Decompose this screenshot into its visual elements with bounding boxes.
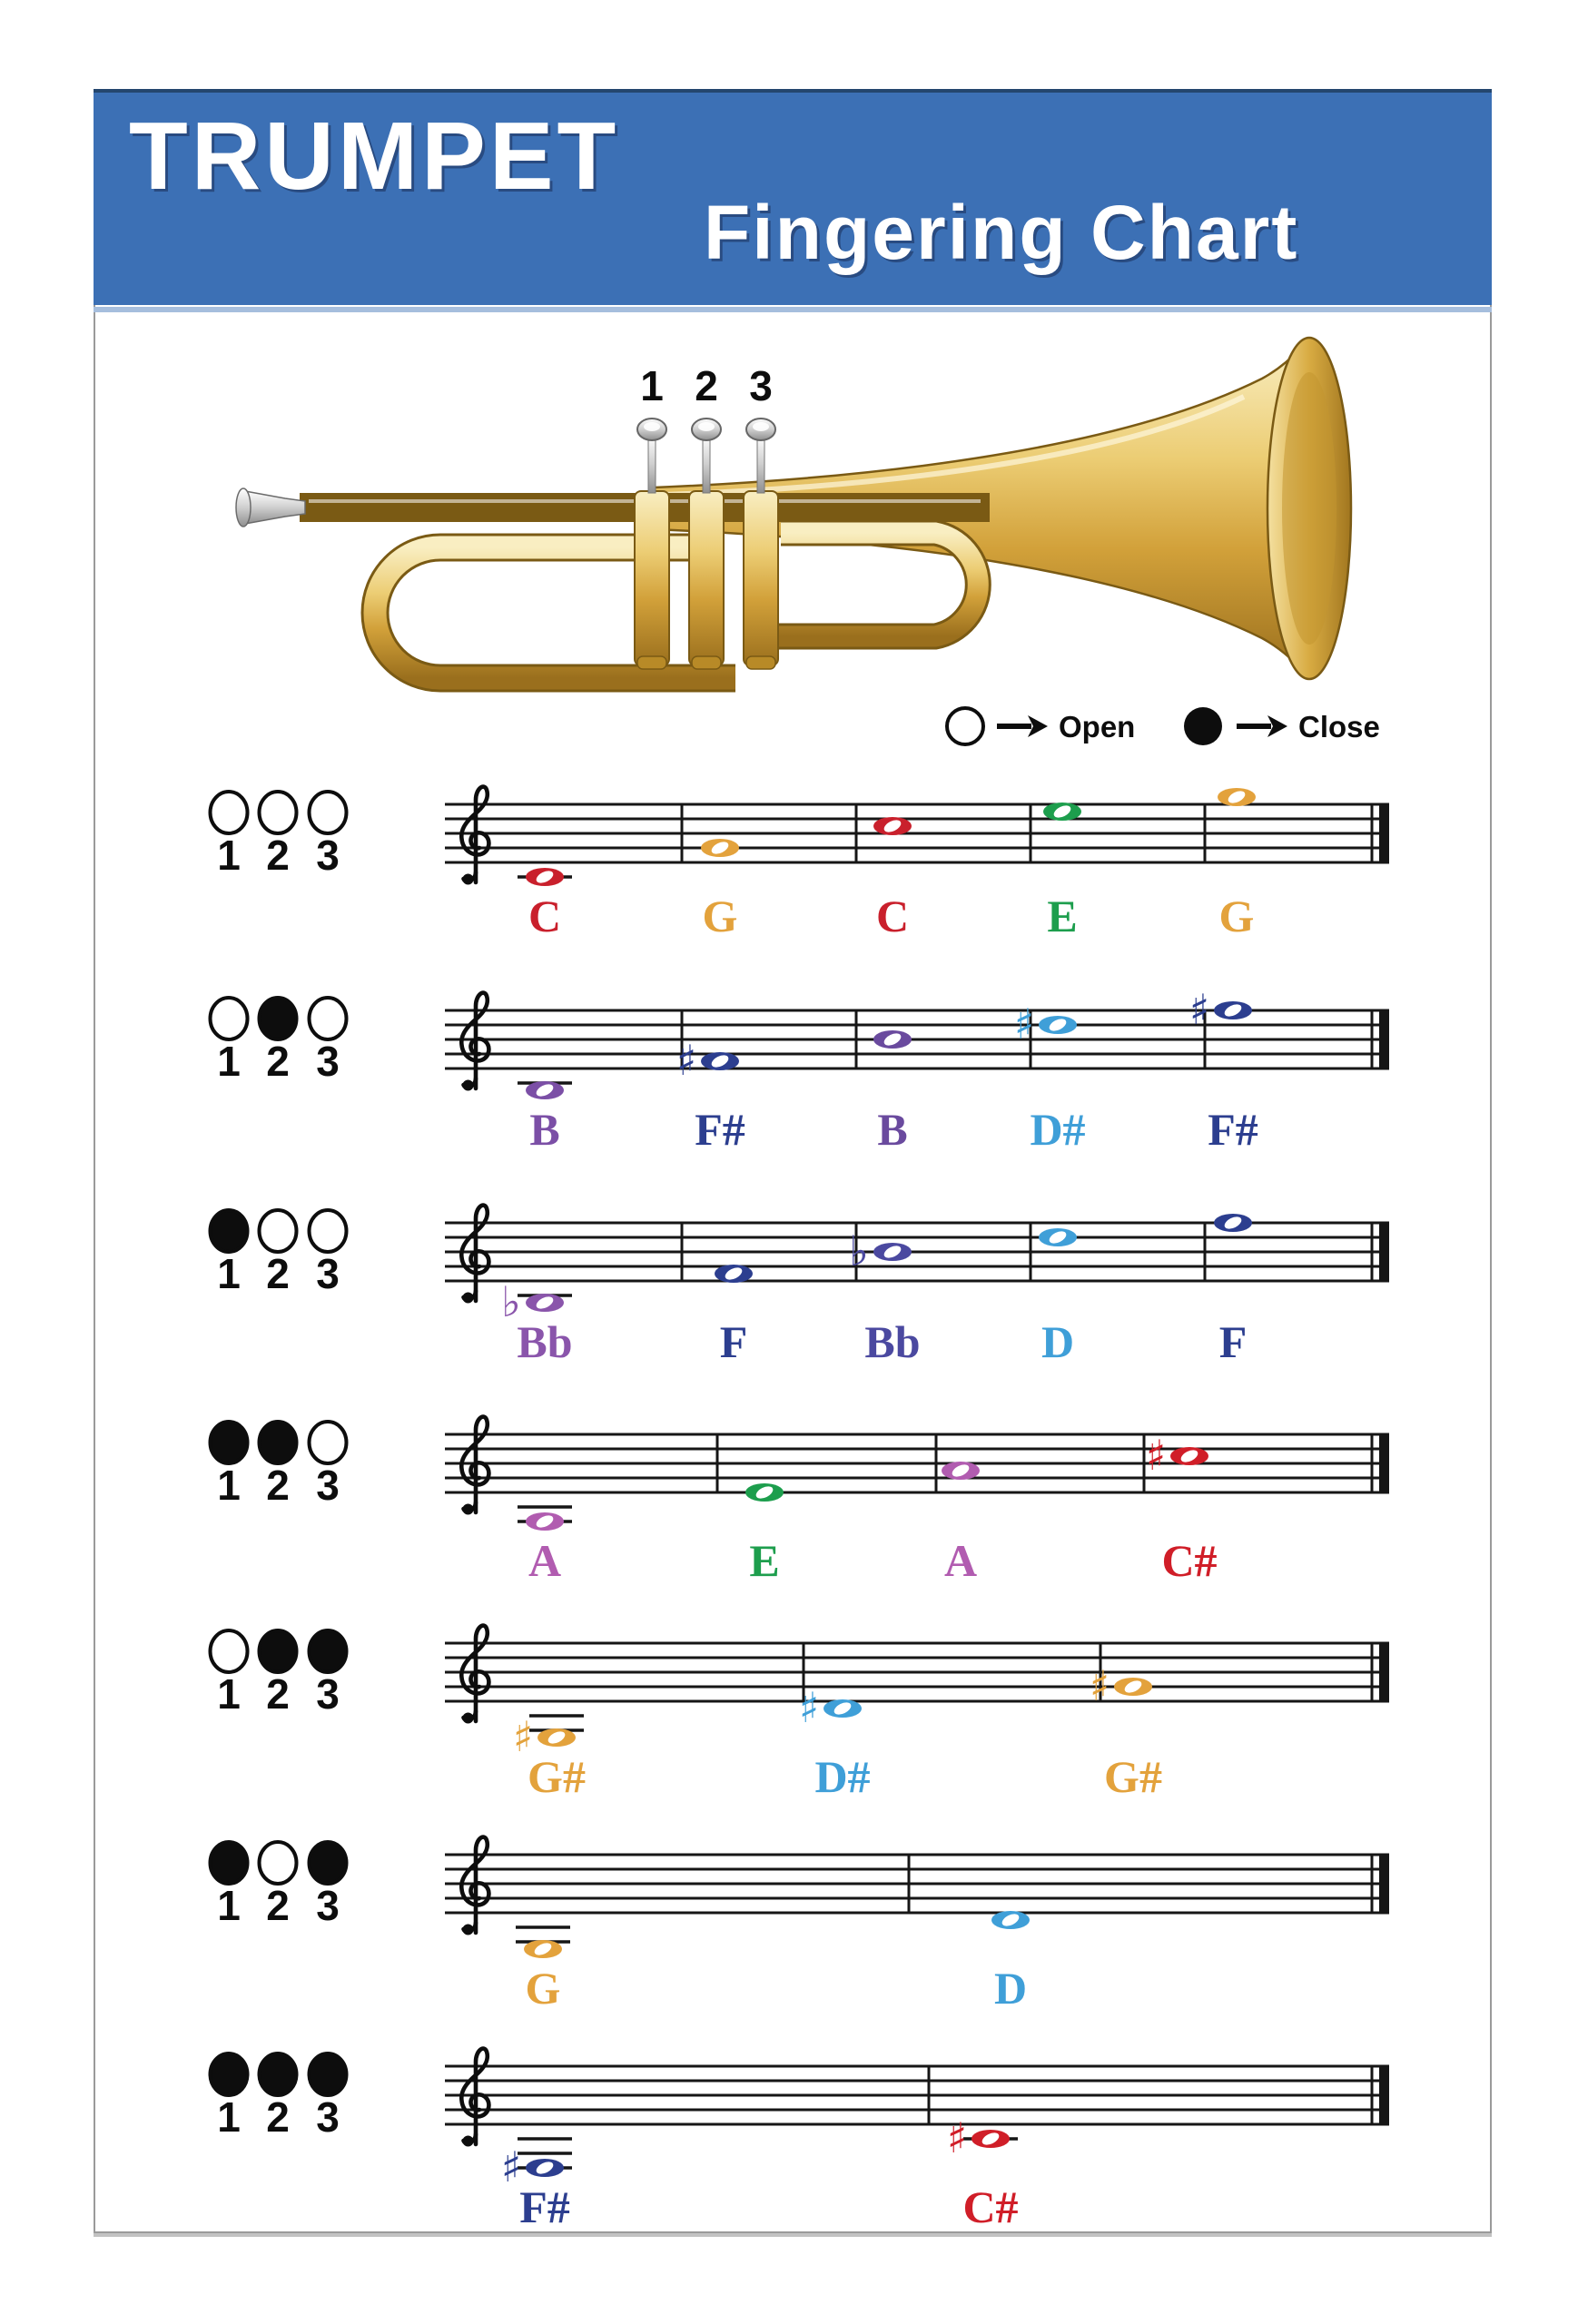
treble-clef-dot — [463, 1925, 474, 1935]
valve-circle-closed — [211, 1422, 248, 1463]
treble-clef — [461, 2049, 488, 2147]
treble-clef — [461, 1626, 488, 1724]
note-label: D# — [814, 1751, 871, 1802]
note-label: Bb — [864, 1316, 921, 1367]
valve-label-2: 2 — [695, 362, 718, 409]
fingering-row — [211, 787, 1390, 941]
fingering-row — [211, 2049, 1390, 2232]
valve-number: 2 — [266, 1462, 290, 1509]
valve-number: 3 — [316, 1670, 340, 1718]
valve-circle-open — [260, 792, 297, 833]
valve-number: 1 — [217, 1038, 241, 1085]
treble-clef-dot — [463, 1504, 474, 1515]
note-D4 — [991, 1911, 1030, 1929]
valve-circle-closed — [310, 1842, 347, 1884]
note-label: D — [1040, 1316, 1075, 1367]
valve-circle-closed — [310, 2053, 347, 2095]
note-G3 — [524, 1940, 562, 1958]
final-barline-thick — [1379, 1642, 1389, 1702]
note-D#4 — [799, 1683, 862, 1732]
note-label: A — [528, 1535, 562, 1586]
valve-circle-open — [260, 1210, 297, 1252]
note-Bb4 — [849, 1226, 912, 1275]
fingering-row — [211, 1626, 1390, 1802]
valve-circle-closed — [260, 2053, 297, 2095]
note-label: G# — [528, 1751, 586, 1802]
valve-circle-closed — [310, 1630, 347, 1672]
sharp-accidental: ♯ — [946, 2113, 968, 2162]
legend-close-label: Close — [1298, 710, 1380, 743]
valve-number: 3 — [316, 1038, 340, 1085]
note-label: G — [525, 1963, 561, 2014]
note-label: D# — [1030, 1104, 1086, 1155]
note-label: B — [529, 1104, 560, 1155]
note-A3 — [526, 1512, 564, 1531]
valve-number: 3 — [316, 2093, 340, 2141]
note-label: E — [749, 1535, 780, 1586]
note-label: G# — [1104, 1751, 1162, 1802]
final-barline-thick — [1379, 803, 1389, 863]
valve-circle-open — [260, 1842, 297, 1884]
legend-open-label: Open — [1059, 710, 1136, 743]
note-F4 — [715, 1265, 753, 1283]
note-A4 — [942, 1462, 980, 1480]
note-B3 — [526, 1081, 564, 1099]
valve-circle-closed — [211, 2053, 248, 2095]
treble-clef — [461, 993, 488, 1091]
valve-number: 1 — [217, 1250, 241, 1297]
treble-clef-dot — [463, 874, 474, 885]
note-F#5 — [1189, 985, 1252, 1034]
note-F#4 — [676, 1036, 739, 1085]
sharp-accidental: ♯ — [1089, 1661, 1110, 1710]
valve-number: 2 — [266, 1670, 290, 1718]
note-C#4 — [947, 2113, 1010, 2162]
sharp-accidental: ♯ — [1188, 985, 1210, 1034]
note-label: Bb — [517, 1316, 573, 1367]
sharp-accidental: ♯ — [676, 1036, 697, 1085]
valve-circle-closed — [211, 1842, 248, 1884]
valve-circle-open — [211, 792, 248, 833]
note-E4 — [745, 1483, 784, 1502]
note-F5 — [1214, 1214, 1252, 1232]
valve-circle-open — [310, 792, 347, 833]
valve-number: 2 — [266, 832, 290, 879]
valve-circle-closed — [260, 1422, 297, 1463]
valve-number: 2 — [266, 1250, 290, 1297]
valve-number: 3 — [316, 1882, 340, 1929]
treble-clef-dot — [463, 1713, 474, 1724]
valve-number: 3 — [316, 1462, 340, 1509]
valve-number: 2 — [266, 1038, 290, 1085]
fingering-row — [211, 1417, 1390, 1586]
valve-circle-closed — [260, 1630, 297, 1672]
final-barline-thick — [1379, 1433, 1389, 1493]
note-E5 — [1043, 803, 1081, 821]
sharp-accidental: ♯ — [1145, 1431, 1167, 1480]
note-C4 — [526, 868, 564, 886]
valve-circle-open — [211, 998, 248, 1039]
note-label: C — [528, 891, 562, 941]
sharp-accidental: ♯ — [798, 1683, 820, 1732]
treble-clef-dot — [463, 1080, 474, 1091]
valve-label-3: 3 — [749, 362, 773, 409]
note-label: F# — [695, 1104, 745, 1155]
valve-number: 1 — [217, 1670, 241, 1718]
note-label: D — [993, 1963, 1028, 2014]
fingering-row — [211, 1206, 1390, 1367]
treble-clef-dot — [463, 1293, 474, 1304]
fingering-row — [211, 1837, 1390, 2014]
flat-accidental: ♭ — [849, 1226, 869, 1275]
note-B4 — [873, 1030, 912, 1049]
note-G#4 — [1090, 1661, 1152, 1710]
final-barline-thick — [1379, 1854, 1389, 1914]
valve-number: 1 — [217, 832, 241, 879]
valve-number: 1 — [217, 2093, 241, 2141]
final-barline-thick — [1379, 1009, 1389, 1069]
flat-accidental: ♭ — [501, 1277, 521, 1326]
note-label: F — [719, 1316, 748, 1367]
treble-clef — [461, 1837, 488, 1935]
note-label: E — [1047, 891, 1078, 941]
note-G4 — [701, 839, 739, 857]
sharp-accidental: ♯ — [500, 2142, 522, 2191]
valve-number: 2 — [266, 1882, 290, 1929]
note-label: F# — [519, 2181, 570, 2232]
valve-label-1: 1 — [640, 362, 664, 409]
valve-circle-open — [310, 1210, 347, 1252]
fingering-row — [211, 985, 1390, 1155]
note-D5 — [1039, 1228, 1077, 1246]
note-label: F — [1218, 1316, 1248, 1367]
sharp-accidental: ♯ — [1013, 1000, 1035, 1049]
note-label: G — [1218, 891, 1255, 941]
treble-clef — [461, 1206, 488, 1304]
valve-circle-closed — [260, 998, 297, 1039]
valve-number: 1 — [217, 1462, 241, 1509]
note-label: G — [702, 891, 738, 941]
note-label: C — [875, 891, 910, 941]
note-label: C# — [962, 2181, 1019, 2232]
valve-circle-open — [310, 998, 347, 1039]
final-barline-thick — [1379, 2065, 1389, 2125]
note-C#5 — [1146, 1431, 1208, 1480]
page-subtitle: Fingering Chart — [704, 190, 1299, 275]
final-barline-thick — [1379, 1222, 1389, 1282]
note-label: C# — [1161, 1535, 1218, 1586]
note-label: B — [877, 1104, 908, 1155]
valve-number: 1 — [217, 1882, 241, 1929]
valve-circle-open — [310, 1422, 347, 1463]
note-label: F# — [1208, 1104, 1258, 1155]
valve-number: 3 — [316, 1250, 340, 1297]
sharp-accidental: ♯ — [512, 1712, 534, 1761]
note-G5 — [1218, 788, 1256, 806]
valve-number: 3 — [316, 832, 340, 879]
valve-circle-closed — [211, 1210, 248, 1252]
valve-number: 2 — [266, 2093, 290, 2141]
treble-clef — [461, 787, 488, 885]
note-C5 — [873, 817, 912, 835]
note-label: A — [943, 1535, 978, 1586]
treble-clef — [461, 1417, 488, 1515]
valve-circle-open — [211, 1630, 248, 1672]
page-title: TRUMPET — [129, 103, 620, 210]
note-D#5 — [1014, 1000, 1077, 1049]
treble-clef-dot — [463, 2136, 474, 2147]
